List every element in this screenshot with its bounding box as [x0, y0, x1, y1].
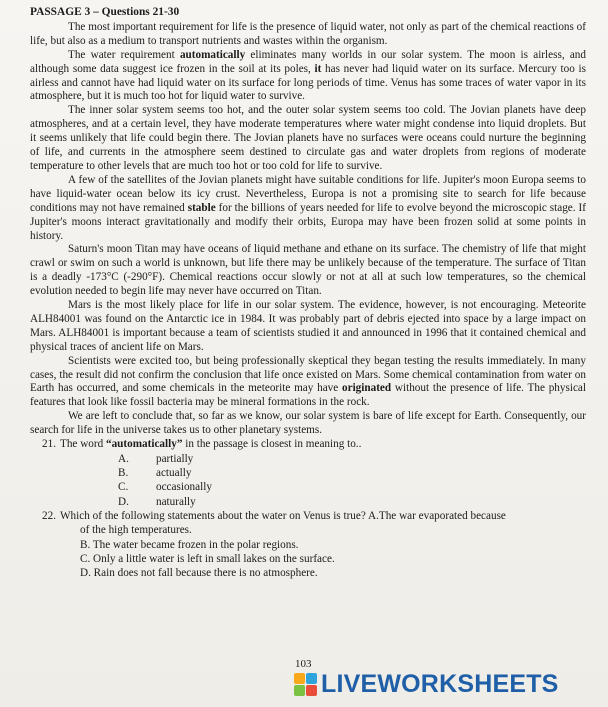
paragraph-4	[30, 174, 586, 244]
question-22-option-b[interactable]: B. The water became frozen in the polar regions.	[80, 538, 299, 551]
paragraph-7-text-b: without the presence of life. The physical features that look like fossil bacteria may be mineral formations in the rock.	[30, 382, 586, 409]
paragraph-2-text-b: eliminates many worlds in our solar system. The moon is airless, and although some data suggest ice frozen in the soil at its poles,	[30, 48, 586, 75]
liveworksheets-brand-text: LIVEWORKSHEETS	[321, 669, 559, 698]
question-21-stem-a: The word	[60, 438, 106, 451]
keyword-stable: stable	[187, 201, 216, 214]
page-number: 103	[295, 658, 312, 670]
option-label: A.	[118, 453, 129, 465]
question-21-number: 21.	[42, 438, 56, 451]
question-21	[42, 438, 586, 452]
paragraph-2-text-a: The water requirement	[68, 48, 180, 61]
liveworksheets-logo-icon	[294, 673, 317, 696]
question-21-option-a[interactable]	[118, 452, 586, 466]
keyword-automatically: automatically	[179, 48, 246, 61]
question-22-option-d[interactable]: D. Rain does not fall because there is no atmosphere.	[80, 567, 318, 580]
paragraph-2	[30, 49, 586, 105]
keyword-originated: originated	[342, 382, 392, 395]
option-text: partially	[156, 453, 194, 465]
paragraph-7-text-a: Scientists were excited too, but being professionally skeptical they began testing the results immediately. In many cases, the result did not confirm the conclusion that life once existed on Mars. Some chemical contamination from water on Earth has occurred, and some chemicals in the meteorite may have	[30, 354, 586, 395]
question-21-stem-b: in the passage is closest in meaning to..	[182, 438, 362, 451]
option-text: occasionally	[156, 481, 212, 494]
question-22	[42, 510, 586, 524]
question-21-option-b[interactable]	[118, 466, 586, 480]
paragraph-4-text-b: for the billions of years needed for life to evolve beyond the microscopic stage. If Jupiter's moons interact gravitationally and modify their orbits, Europa may have been frozen solid at some points in history.	[30, 201, 586, 242]
keyword-it: it	[314, 62, 322, 75]
passage-heading: PASSAGE 3 – Questions 21-30	[30, 6, 180, 18]
paragraph-6: Mars is the most likely place for life in our solar system. The evidence, however, is not encouraging. Meteorite ALH84001 was found on the Antarctic ice in 1984. It was probably part of debris ejected into space by a large impact on Mars. ALH84001 is important because a team of scientists studied it and announced in 1996 that it contained chemical and physical traces of ancient life on Mars.	[30, 299, 586, 353]
passage-content	[30, 6, 586, 580]
liveworksheets-logo[interactable]	[294, 669, 559, 699]
paragraph-2-text-c: has never had liquid water on its surface. Mercury too is airless and cannot have had liquid water on its surface for long periods of time. Venus has some traces of water vapor in its atmosphere, but it is much too hot for liquid water to survive.	[30, 62, 586, 103]
paragraph-1: The most important requirement for life is the presence of liquid water, not only as part of the chemical reactions of life, but also as a medium to transport nutrients and wastes within the organism.	[30, 20, 586, 47]
question-22-number: 22.	[42, 509, 56, 522]
paragraph-3: The inner solar system seems too hot, and the outer solar system seems too cold. The Jovian planets have deep atmospheres, and at a certain level, they have moderate temperatures where water might condense into liquid droplets. But it seems unlikely that life could begin there. The Jovian planets have no surfaces were oceans could nurture the beginning of life, and currents in the atmosphere seem destined to circulate gas and water droplets from regions of moderate temperature to other levels that are much too hot or too cold for life to survive.	[30, 104, 586, 172]
question-21-option-c[interactable]	[118, 480, 586, 494]
option-text: naturally	[156, 495, 196, 508]
question-22-stem: Which of the following statements about the water on Venus is true? A.The war evaporated because	[60, 509, 506, 522]
question-21-keyword: “automatically”	[105, 438, 183, 451]
question-22-stem-continued: of the high temperatures.	[80, 523, 192, 536]
paragraph-5: Saturn's moon Titan may have oceans of liquid methane and ethane on its surface. The chemistry of life that might crawl or swim on such a world is unknown, but life there may be unlikely because of the temperature. The surface of Titan is a deadly -173°C (-290°F). Chemical reactions occur slowly or not at all at such low temperatures, so the chemical evolution needed to begin life may never have occurred on Titan.	[30, 243, 586, 298]
option-label: C.	[118, 481, 129, 494]
option-label: B.	[118, 467, 129, 480]
paragraph-8: We are left to conclude that, so far as we know, our solar system is bare of life except for Earth. Consequently, our search for life in the universe takes us to other planetary systems.	[30, 410, 586, 437]
paragraph-7	[30, 355, 586, 411]
question-22-option-c[interactable]: C. Only a little water is left in small lakes on the surface.	[80, 552, 335, 565]
paragraph-4-text-a: A few of the satellites of the Jovian planets might have suitable conditions for life. Jupiter's moon Europa seems to have liquid-water ocean below its icy crust. Nevertheless, Europa is not a promising site to search for life because conditions may not have remained	[30, 173, 586, 214]
option-text: actually	[156, 467, 192, 480]
question-21-option-d[interactable]	[118, 495, 586, 509]
option-label: D.	[118, 495, 129, 508]
